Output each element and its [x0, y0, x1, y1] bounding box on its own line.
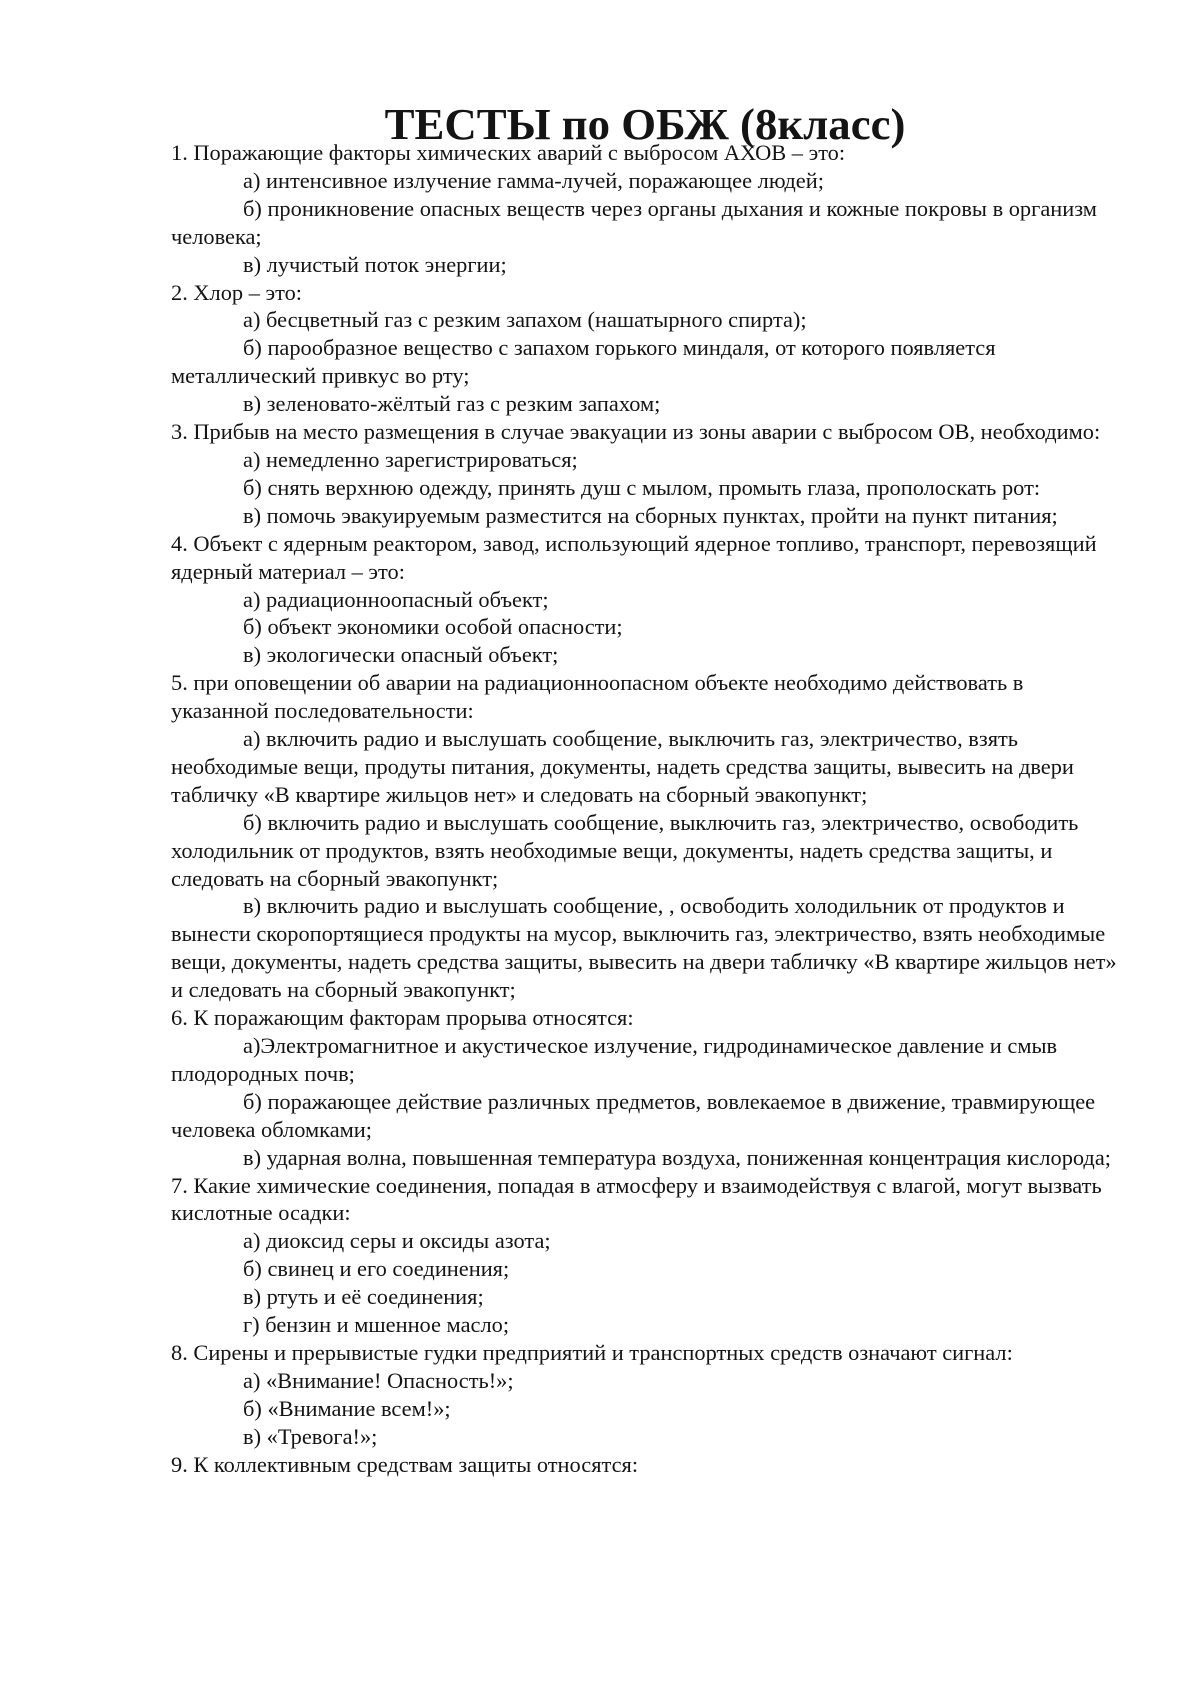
answer-option: в) зеленовато-жёлтый газ с резким запахом; [243, 391, 661, 417]
answer-option: в) помочь эвакуируемым разместится на сборных пунктах, пройти на пункт питания; [243, 502, 1058, 528]
answer-option: б) включить радио и выслушать сообщение, выключить газ, электричество, освободить холодильник от продуктов, взять необходимые вещи, документы, надеть средства защиты, и следовать на сборный эвакопункт; [171, 809, 1079, 891]
answer-option: в) экологически опасный объект; [243, 642, 559, 668]
question-text: 3. Прибыв на место размещения в случае эвакуации из зоны аварии с выбросом ОВ, необходимо: [171, 419, 1101, 445]
answer-option: б) «Внимание всем!»; [243, 1395, 451, 1421]
answer-options [171, 446, 1119, 530]
answer-option: а) интенсивное излучение гамма-лучей, поражающее людей; [243, 167, 824, 193]
answer-option: б) объект экономики особой опасности; [243, 614, 623, 640]
document-content [171, 99, 1119, 1479]
answer-option: б) снять верхнюю одежду, принять душ с мылом, промыть глаза, прополоскать рот: [243, 474, 1041, 500]
answer-options [171, 725, 1119, 1004]
question-text: 1. Поражающие факторы химических аварий с выбросом АХОВ – это: [171, 140, 846, 165]
answer-option: а) радиационноопасный объект; [243, 586, 549, 612]
answer-option: в) включить радио и выслушать сообщение, , освободить холодильник от продуктов и вынести скоропортящиеся продукты на мусор, выключить газ, электричество, взять необходимые вещи, документы, надеть средства защиты, вывесить на двери табличку «В квартире жильцов нет» и следовать на сборный эвакопункт; [171, 893, 1117, 1003]
answer-option: а) диоксид серы и оксиды азота; [243, 1228, 551, 1254]
question-7 [171, 1172, 1119, 1339]
question-text: 5. при оповещении об аварии на радиационноопасном объекте необходимо действовать в указанной последовательности: [171, 670, 1024, 724]
answer-option: б) свинец и его соединения; [243, 1256, 510, 1282]
answer-options [171, 1227, 1119, 1339]
answer-option: б) поражающее действие различных предметов, вовлекаемое в движение, травмирующее человека обломками; [171, 1088, 1096, 1142]
answer-options [171, 1367, 1119, 1451]
answer-option: в) «Тревога!»; [243, 1423, 378, 1449]
question-2 [171, 279, 1119, 419]
answer-option: а) немедленно зарегистрироваться; [243, 446, 578, 472]
question-text: 7. Какие химические соединения, попадая в атмосферу и взаимодействуя с влагой, могут вызвать кислотные осадки: [171, 1172, 1102, 1226]
answer-options [171, 167, 1119, 279]
question-text: 9. К коллективным средствам защиты относятся: [171, 1451, 639, 1477]
question-1 [171, 139, 1119, 279]
question-text: 2. Хлор – это: [171, 279, 303, 305]
question-6 [171, 1004, 1119, 1171]
answer-option: б) проникновение опасных веществ через органы дыхания и кожные покровы в организм человека; [171, 195, 1097, 249]
question-text: 6. К поражающим факторам прорыва относятся: [171, 1005, 634, 1031]
page-title: ТЕСТЫ по ОБЖ (8класс) [384, 99, 906, 149]
question-9 [171, 1451, 1119, 1479]
answer-option: а)Электромагнитное и акустическое излучение, гидродинамическое давление и смыв плодородных почв; [171, 1033, 1058, 1086]
questions-list [171, 139, 1119, 1479]
question-text: 8. Сирены и прерывистые гудки предприятий и транспортных средств означают сигнал: [171, 1339, 1013, 1365]
answer-option: в) ртуть и её соединения; [243, 1284, 484, 1310]
answer-options [171, 1032, 1119, 1172]
answer-option: в) лучистый поток энергии; [243, 251, 507, 277]
answer-option: г) бензин и мшенное масло; [243, 1312, 510, 1338]
answer-options [171, 586, 1119, 670]
question-8 [171, 1339, 1119, 1451]
question-5 [171, 669, 1119, 1004]
question-3 [171, 418, 1119, 530]
answer-option: а) «Внимание! Опасность!»; [243, 1367, 514, 1393]
answer-option: в) ударная волна, повышенная температура воздуха, пониженная концентрация кислорода; [243, 1144, 1111, 1170]
answer-options [171, 306, 1119, 418]
question-text: 4. Объект с ядерным реактором, завод, использующий ядерное топливо, транспорт, перевозящий ядерный материал – это: [171, 530, 1097, 584]
question-4 [171, 530, 1119, 670]
answer-option: а) бесцветный газ с резким запахом (нашатырного спирта); [243, 307, 807, 333]
answer-option: б) парообразное вещество с запахом горького миндаля, от которого появляется металлический привкус во рту; [171, 335, 996, 389]
answer-option: а) включить радио и выслушать сообщение, выключить газ, электричество, взять необходимые вещи, продуты питания, документы, надеть средства защиты, вывесить на двери табличку «В квартире жильцов нет» и следовать на сборный эвакопункт; [171, 726, 1074, 807]
